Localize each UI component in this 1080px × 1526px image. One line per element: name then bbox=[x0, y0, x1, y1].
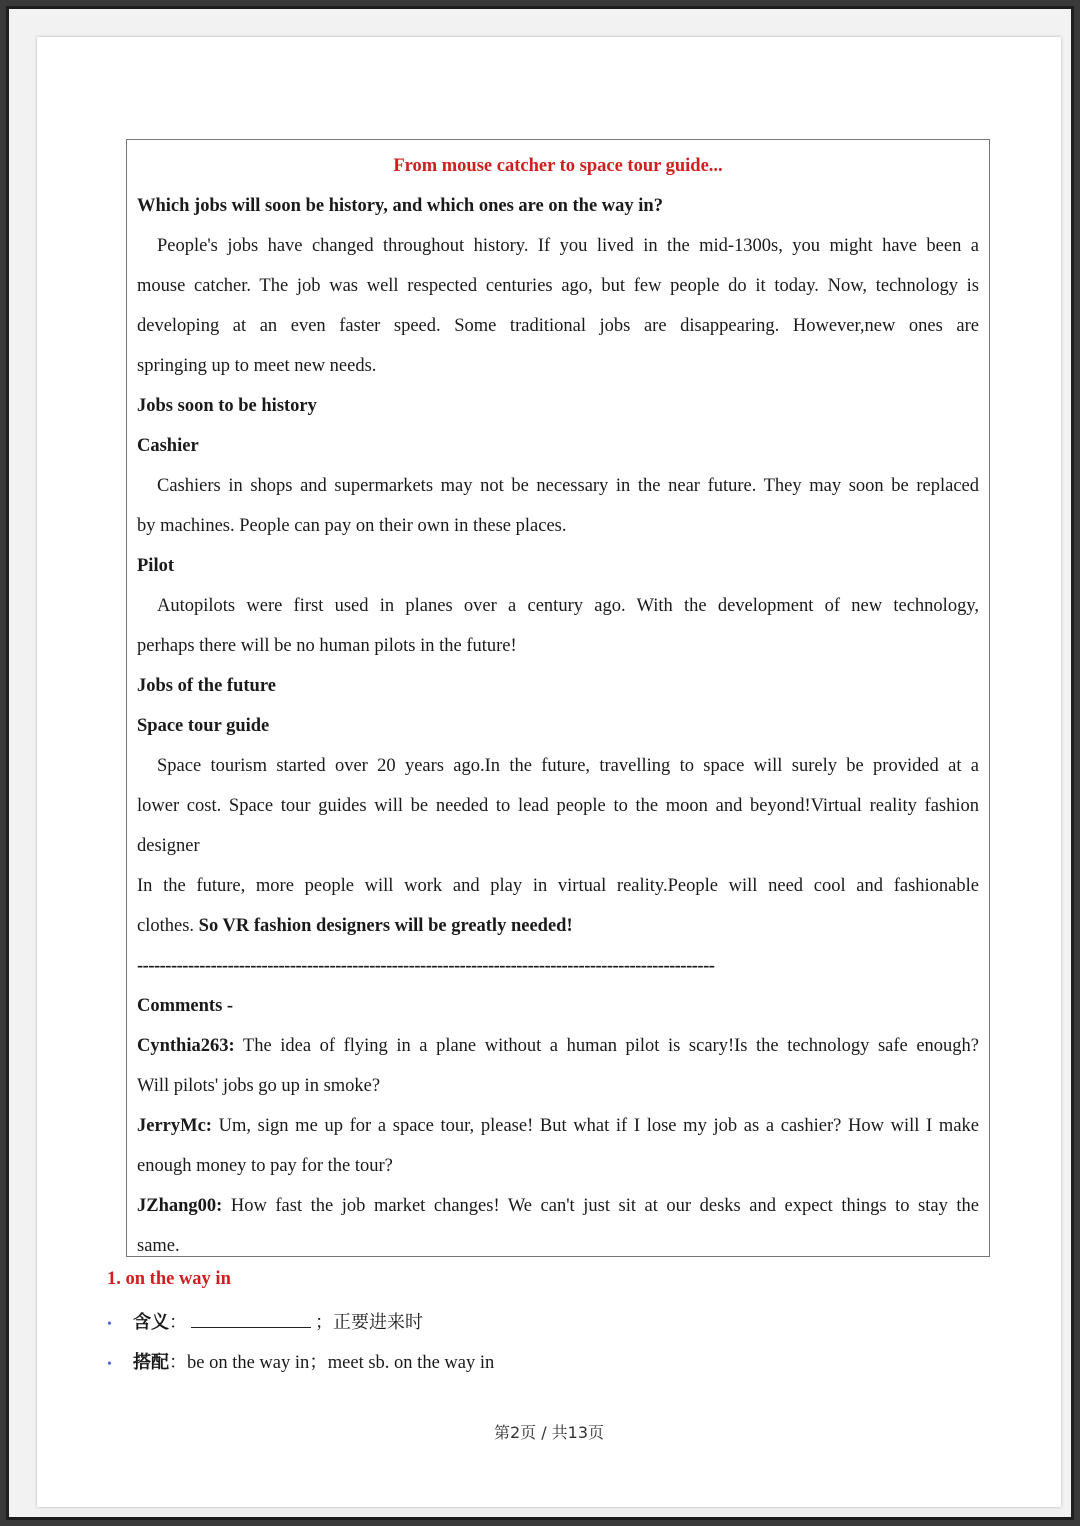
cashier-line: Cashiers in shops and supermarkets may not be necessary in the near future. They may soon be replaced bbox=[157, 476, 979, 496]
collocation-label: 搭配 bbox=[133, 1352, 169, 1373]
intro-line: developing at an even faster speed. Some traditional jobs are disappearing. However,new ones are bbox=[137, 316, 979, 336]
collocation-colon: ： bbox=[169, 1352, 187, 1373]
answer-blank bbox=[191, 1309, 311, 1328]
cashier-heading: Cashier bbox=[137, 436, 199, 456]
pilot-line: Autopilots were first used in planes over a century ago. With the development of new technology, bbox=[157, 596, 979, 616]
comment-line bbox=[137, 1186, 979, 1226]
space-line: Space tourism started over 20 years ago.In the future, travelling to space will surely be provided at a bbox=[157, 756, 979, 776]
scan-frame bbox=[6, 6, 1074, 1520]
page-footer: 第2页 / 共13页 bbox=[493, 1423, 605, 1442]
comment-user: JerryMc: bbox=[137, 1116, 212, 1136]
space-line: lower cost. Space tour guides will be needed to lead people to the moon and beyond!Virtual reality fashion bbox=[137, 796, 979, 816]
cashier-line: by machines. People can pay on their own in these places. bbox=[137, 516, 567, 536]
bullet-icon: • bbox=[107, 1317, 112, 1332]
comment-line bbox=[137, 1106, 979, 1146]
intro-line: People's jobs have changed throughout history. If you lived in the mid-1300s, you might have been a bbox=[157, 236, 979, 256]
section-heading-future: Jobs of the future bbox=[137, 676, 276, 696]
space-line: designer bbox=[137, 836, 200, 856]
meaning-colon: ： bbox=[169, 1312, 187, 1333]
comment-user: JZhang00: bbox=[137, 1196, 223, 1216]
comment-line: Will pilots' jobs go up in smoke? bbox=[137, 1076, 381, 1096]
comment-user: Cynthia263: bbox=[137, 1036, 235, 1056]
comment-line: same. bbox=[137, 1236, 180, 1256]
vr-line: In the future, more people will work and play in virtual reality.People will need cool and fashionable bbox=[137, 876, 979, 896]
vr-last-line bbox=[137, 906, 979, 946]
comments-heading: Comments - bbox=[137, 996, 234, 1016]
section-heading-history: Jobs soon to be history bbox=[137, 396, 317, 416]
vr-bold-text: So VR fashion designers will be greatly needed! bbox=[198, 916, 573, 936]
passage-title: From mouse catcher to space tour guide... bbox=[393, 156, 723, 176]
divider: ------------------------------------------------------------------------------------------------------ bbox=[137, 956, 715, 976]
comment-text: How fast the job market changes! We can't just sit at our desks and expect things to stay the bbox=[222, 1196, 979, 1216]
comment-line: enough money to pay for the tour? bbox=[137, 1156, 393, 1176]
pilot-line: perhaps there will be no human pilots in the future! bbox=[137, 636, 517, 656]
intro-line: springing up to meet new needs. bbox=[137, 356, 377, 376]
collocation-text: be on the way in；meet sb. on the way in bbox=[187, 1353, 495, 1373]
intro-line: mouse catcher. The job was well respected centuries ago, but few people do it today. Now, technology is bbox=[137, 276, 979, 296]
meaning-row bbox=[107, 1308, 423, 1338]
passage-question: Which jobs will soon be history, and which ones are on the way in? bbox=[137, 196, 663, 216]
comment-text: The idea of flying in a plane without a human pilot is scary!Is the technology safe enough? bbox=[234, 1036, 979, 1056]
collocation-row bbox=[107, 1348, 494, 1378]
space-guide-heading: Space tour guide bbox=[137, 716, 270, 736]
comment-line bbox=[137, 1026, 979, 1066]
bullet-icon: • bbox=[107, 1357, 112, 1372]
reading-passage-box bbox=[126, 139, 990, 1257]
vocab-item-title: 1. on the way in bbox=[107, 1269, 231, 1289]
vr-plain-text: clothes. bbox=[137, 916, 199, 936]
meaning-label: 含义 bbox=[133, 1312, 169, 1333]
meaning-text: ；正要进来时 bbox=[315, 1312, 423, 1333]
pilot-heading: Pilot bbox=[137, 556, 174, 576]
document-page bbox=[37, 37, 1061, 1507]
comment-text: Um, sign me up for a space tour, please! But what if I lose my job as a cashier? How will I make bbox=[211, 1116, 979, 1136]
